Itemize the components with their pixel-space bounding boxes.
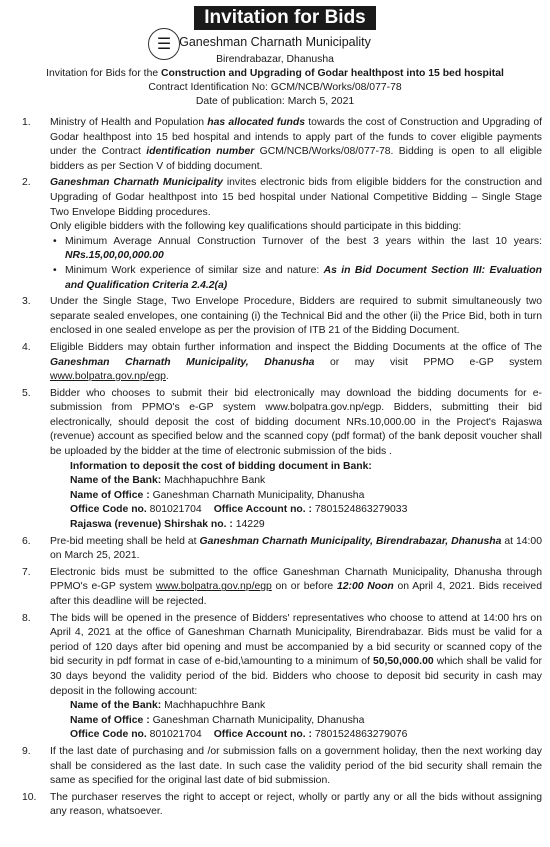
- notice-title: Invitation for Bids: [194, 6, 376, 30]
- clause-emphasis: Ganeshman Charnath Municipality, Birendrabazar, Dhanusha: [199, 535, 502, 547]
- office-code-label: Office Code no.: [70, 729, 147, 741]
- clause-5: [8, 387, 542, 533]
- bank-name: Machhapuchhre Bank: [161, 700, 266, 712]
- clause-emphasis: Ganeshman Charnath Municipality, Dhanusha: [50, 356, 315, 368]
- clause-text: Under the Single Stage, Two Envelope Procedure, Bidders are required to submit simultaneously two separate sealed envelopes, one containing (i) the Technical Bid and the other (ii) the Price Bid, both in turn enclosed in one sealed envelope as per the provision of ITB 21 of the Bidding Document.: [50, 296, 542, 337]
- clause-8: [8, 612, 542, 743]
- clause-text: towards the cost of Construction and Upgrading of Godar healthpost into 15 bed hospital and intends to apply part of the funds to cover eligible payments under the Contract: [50, 117, 542, 158]
- bank-name: Machhapuchhre Bank: [161, 475, 266, 487]
- clause-number: 6.: [22, 535, 31, 547]
- clause-number: 7.: [22, 566, 31, 578]
- bank-details: [50, 699, 542, 743]
- publication-date: Date of publication: March 5, 2021: [195, 96, 355, 107]
- clause-text: .: [165, 371, 169, 383]
- account-label: Office Account no. :: [213, 504, 313, 516]
- clause-number: 5.: [22, 387, 31, 399]
- bid-notice-page: [8, 6, 542, 835]
- invitation-line: [8, 67, 542, 80]
- bank-label: Name of the Bank:: [70, 475, 162, 487]
- qualification-item: [50, 235, 542, 264]
- account-number: 7801524863279033: [312, 504, 408, 516]
- clause-2: [8, 176, 542, 293]
- clause-emphasis: 12:00 Noon: [336, 581, 394, 593]
- clause-9: [8, 745, 542, 789]
- clause-text: or may visit PPMO e-GP system: [314, 356, 543, 368]
- office-name: Ganeshman Charnath Municipality, Dhanusha: [149, 489, 365, 501]
- clause-text: Electronic bids must be submitted to the office Ganeshman Charnath Municipality, Dhanusha through PPMO's e-GP system: [50, 566, 542, 593]
- clause-4: [8, 341, 542, 385]
- municipality-emblem-icon: ☰: [148, 28, 180, 60]
- clause-1: [8, 116, 542, 174]
- contract-id: Contract Identification No: GCM/NCB/Works/08/077-78: [148, 82, 402, 93]
- office-code: 801021704: [146, 729, 202, 741]
- clause-text: which shall be valid for 30 days beyond the validity period of the bid. Bidders who choose to deposit bid security in cash may deposit in the following account:: [50, 656, 542, 697]
- bank-heading: Information to deposit the cost of bidding document in Bank:: [70, 460, 372, 472]
- invitation-project: Construction and Upgrading of Godar healthpost into 15 bed hospital: [161, 68, 504, 79]
- clause-emphasis: 50,50,000.00: [372, 656, 434, 668]
- municipality-name: Ganeshman Charnath Municipality: [179, 35, 371, 49]
- office-name: Ganeshman Charnath Municipality, Dhanusha: [149, 714, 365, 726]
- qualification-text: Minimum Average Annual Construction Turnover of the best 3 years within the last 10 years:: [65, 235, 542, 247]
- clause-7: [8, 566, 542, 610]
- shirshak-label: Rajaswa (revenue) Shirshak no. :: [70, 519, 233, 531]
- clause-text: Only eligible bidders with the following key qualifications should participate in this bidding:: [50, 221, 462, 233]
- clause-text: Eligible Bidders may obtain further information and inspect the Bidding Documents at the office of The: [50, 341, 542, 353]
- clause-3: [8, 295, 542, 339]
- qualification-list: [50, 235, 542, 293]
- clause-text: Bidder who chooses to submit their bid electronically may download the bidding documents for e-submission from PPMO's e-GP system www.bolpatra.gov.np/egp. Bidders, submitting their bid electronically, should deposit the cost of bidding document NRs.10,000.00 in the Project's Rajaswa (revenue) account as specified below and the scanned copy (pdf format) of the bank deposit voucher shall be uploaded by the bidder at the time of electronic submission of the bids .: [50, 387, 542, 458]
- clause-text: on April 4, 2021. Bids received after this deadline will be rejected.: [50, 581, 542, 607]
- clause-number: 8.: [22, 612, 31, 624]
- office-code-label: Office Code no.: [70, 504, 147, 516]
- clause-text: Pre-bid meeting shall be held at: [50, 535, 200, 547]
- clause-number: 10.: [22, 791, 37, 803]
- clause-6: [8, 535, 542, 564]
- clause-number: 1.: [22, 117, 31, 128]
- clause-number: 2.: [22, 177, 31, 189]
- bank-details: [50, 460, 542, 533]
- qualification-value: NRs.15,00,00,000.00: [65, 250, 164, 262]
- clause-text: on or before: [271, 581, 337, 593]
- bank-label: Name of the Bank:: [70, 700, 162, 712]
- office-label: Name of Office :: [70, 489, 150, 501]
- office-code: 801021704: [146, 504, 202, 516]
- clause-text: The bids will be opened in the presence of Bidders' representatives who choose to attend at 14:00 hrs on April 4, 2021 at the office of Ganeshman Charnath Municipality, Birendrabazar. Bids must be valid for a period of 120 days after bid opening and must be accompanied by a bid security or scanned copy of the bid security in pdf format in case of e-bid,\amounting to a minimum of: [50, 612, 542, 668]
- account-label: Office Account no. :: [213, 729, 313, 741]
- clause-text: Ministry of Health and Population: [50, 117, 208, 128]
- account-number: 7801524863279076: [312, 729, 408, 741]
- egp-link[interactable]: www.bolpatra.gov.np/egp: [155, 581, 272, 593]
- egp-link[interactable]: www.bolpatra.gov.np/egp: [50, 371, 166, 383]
- bid-clauses: [8, 116, 542, 822]
- clause-text: If the last date of purchasing and /or submission falls on a government holiday, then the next working day shall be considered as the last date. In such case the validity period of the bid security shall remain the same as specified for the original last date of bid submission.: [50, 745, 542, 787]
- qualification-text: Minimum Work experience of similar size and nature:: [65, 264, 324, 276]
- clause-10: [8, 791, 542, 820]
- clause-emphasis: Ganeshman Charnath Municipality: [50, 177, 223, 189]
- invitation-prefix: Invitation for Bids for the: [46, 68, 162, 79]
- qualification-value: As in Bid Document Section III: Evaluation and Qualification Criteria 2.4.2(a): [65, 264, 542, 291]
- shirshak-number: 14229: [232, 519, 265, 531]
- clause-number: 9.: [22, 745, 31, 757]
- clause-number: 3.: [22, 296, 31, 308]
- clause-emphasis: has allocated funds: [207, 117, 306, 128]
- clause-text: invites electronic bids from eligible bidders for the construction and Upgrading of Godar healthpost into 15 bed hospital under National Competitive Bidding – Single Stage Two Envelope Bidding procedures.: [50, 177, 542, 218]
- municipality-place: Birendrabazar, Dhanusha: [216, 54, 334, 65]
- office-label: Name of Office :: [70, 714, 150, 726]
- clause-text: GCM/NCB/Works/08/077-78. Bidding is open to all eligible bidders as per Section V of bidding document.: [50, 146, 542, 172]
- clause-text: The purchaser reserves the right to accept or reject, wholly or partly any or all the bids without assigning any reason, whatsoever.: [50, 791, 542, 818]
- clause-number: 4.: [22, 341, 31, 353]
- clause-text: at 14:00 on March 25, 2021.: [50, 535, 542, 562]
- clause-emphasis: identification number: [146, 146, 255, 158]
- qualification-item: [50, 264, 542, 293]
